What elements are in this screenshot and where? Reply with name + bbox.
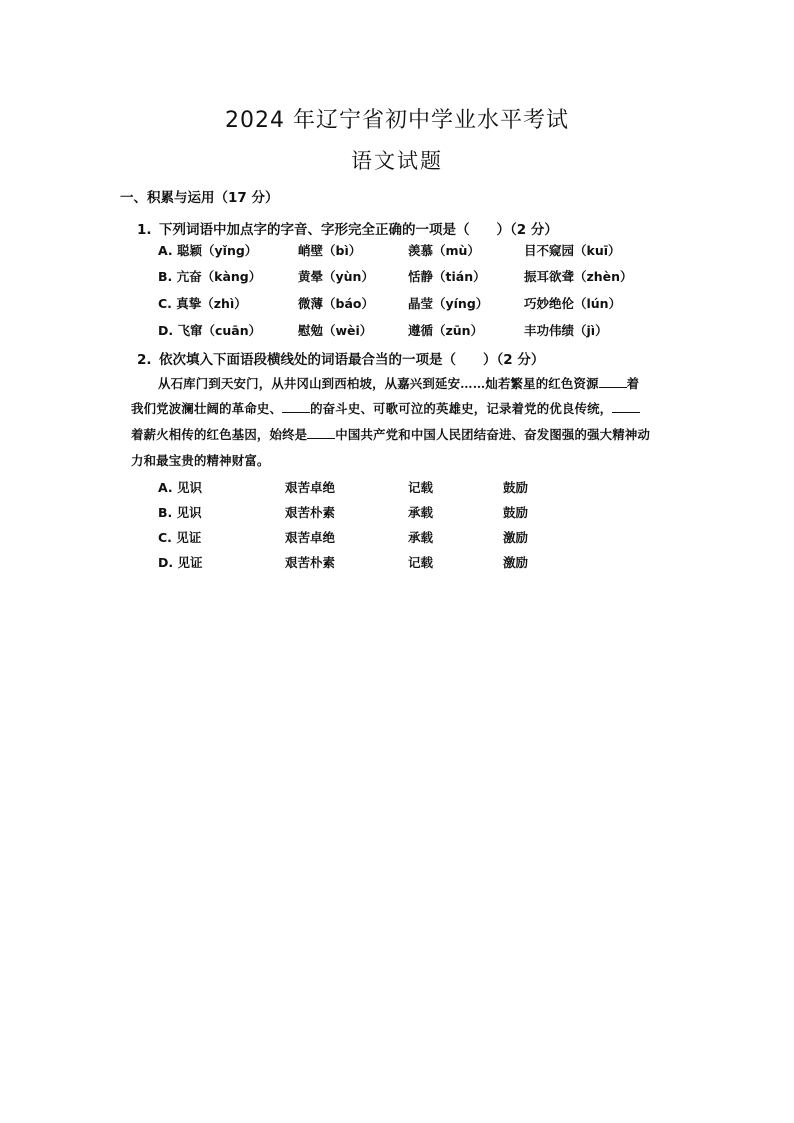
- choice-cell: 承载: [408, 530, 434, 545]
- option-cell: A. 聪颖（yǐng）: [158, 243, 258, 258]
- passage-line: [131, 425, 687, 443]
- q2-choice-c: [158, 528, 638, 548]
- option-cell: D. 飞窜（cuān）: [158, 323, 262, 338]
- choice-cell: 鼓励: [503, 480, 529, 495]
- option-cell: 目不窥园（kuī）: [524, 243, 621, 258]
- choice-cell: 记载: [408, 555, 434, 570]
- passage-text: 中国共产党和中国人民团结奋进、奋发图强的强大精神动: [335, 427, 651, 442]
- choice-cell: C. 见证: [158, 530, 202, 545]
- fill-blank: [612, 411, 640, 413]
- passage-text: 我们党波澜壮阔的革命史、: [131, 401, 283, 416]
- fill-blank: [307, 437, 335, 439]
- question-1: [137, 218, 558, 238]
- option-cell: 微薄（báo）: [298, 296, 374, 311]
- choice-cell: 艰苦朴素: [285, 505, 336, 520]
- option-cell: 黄晕（yùn）: [298, 269, 374, 284]
- choice-cell: 鼓励: [503, 505, 529, 520]
- choice-cell: 激励: [503, 555, 529, 570]
- passage-text: 从石库门到天安门，从井冈山到西柏坡，从嘉兴到延安……灿若繁星的红色资源: [158, 376, 599, 391]
- choice-cell: 激励: [503, 530, 529, 545]
- passage-line: [131, 451, 687, 469]
- page-title: 2024 年辽宁省初中学业水平考试: [225, 108, 569, 133]
- option-cell: 振耳欲聋（zhèn）: [524, 269, 633, 284]
- q1-option-b: [158, 267, 638, 287]
- choice-cell: D. 见证: [158, 555, 203, 570]
- passage-text: 着: [626, 376, 640, 391]
- section-heading: 一、积累与运用（17 分）: [120, 190, 279, 206]
- question-number: 2.: [137, 352, 152, 368]
- passage-text: 着薪火相传的红色基因，始终是: [131, 427, 308, 442]
- option-cell: 丰功伟绩（jì）: [524, 323, 608, 338]
- choice-cell: 艰苦朴素: [285, 555, 336, 570]
- question-2: [137, 348, 544, 368]
- choice-cell: A. 见识: [158, 480, 203, 495]
- q1-option-d: [158, 321, 638, 341]
- choice-cell: 艰苦卓绝: [285, 480, 336, 495]
- option-cell: 峭壁（bì）: [298, 243, 362, 258]
- q1-option-c: [158, 294, 638, 314]
- q2-choice-b: [158, 503, 638, 523]
- fill-blank: [282, 411, 310, 413]
- option-cell: 遵循（zūn）: [408, 323, 484, 338]
- passage-line: [131, 399, 687, 417]
- q2-choice-d: [158, 553, 638, 573]
- option-cell: B. 亢奋（kàng）: [158, 269, 262, 284]
- passage-text: 的奋斗史、可歌可泣的英雄史，记录着党的优良传统，: [310, 401, 613, 416]
- passage-text: 力和最宝贵的精神财富。: [131, 453, 270, 468]
- fill-blank: [599, 386, 627, 388]
- q1-option-a: [158, 241, 638, 261]
- option-cell: C. 真挚（zhì）: [158, 296, 247, 311]
- question-number: 1.: [137, 222, 152, 238]
- option-cell: 巧妙绝伦（lún）: [524, 296, 622, 311]
- option-cell: 慰勉（wèi）: [298, 323, 373, 338]
- passage-line: [158, 374, 688, 392]
- choice-cell: 艰苦卓绝: [285, 530, 336, 545]
- question-stem: 依次填入下面语段横线处的词语最合当的一项是（ ）（2 分）: [159, 352, 545, 368]
- choice-cell: B. 见识: [158, 505, 202, 520]
- choice-cell: 记载: [408, 480, 434, 495]
- option-cell: 羡慕（mù）: [408, 243, 480, 258]
- page-subtitle: 语文试题: [351, 149, 443, 173]
- choice-cell: 承载: [408, 505, 434, 520]
- option-cell: 恬静（tián）: [408, 269, 486, 284]
- option-cell: 晶莹（yíng）: [408, 296, 489, 311]
- q2-choice-a: [158, 478, 638, 498]
- question-stem: 下列词语中加点字的字音、字形完全正确的一项是（ ）（2 分）: [159, 222, 558, 238]
